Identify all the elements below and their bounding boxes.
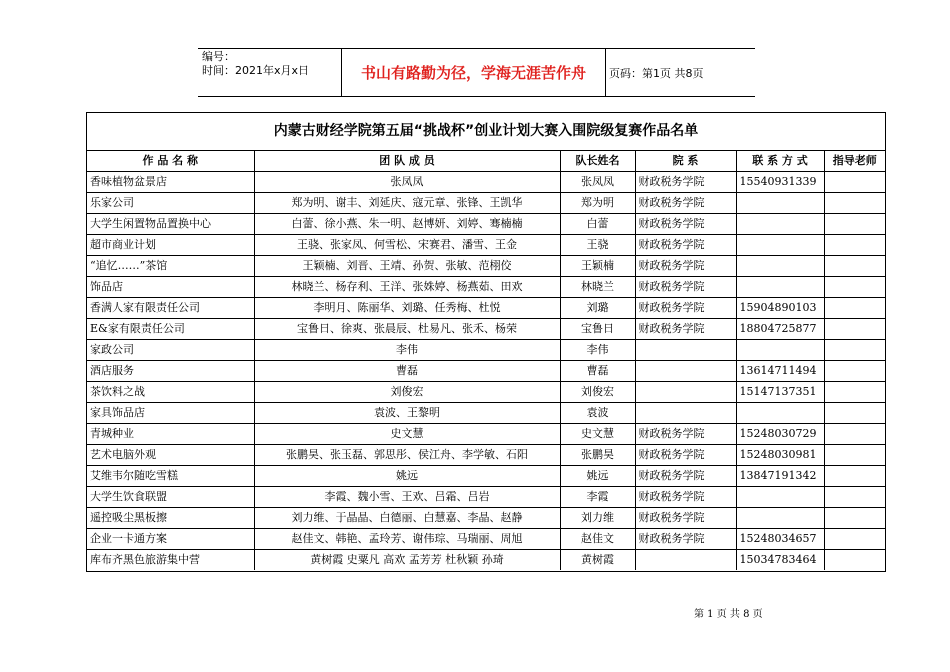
- department-cell: 财政税务学院: [635, 298, 736, 319]
- department-cell: 财政税务学院: [635, 277, 736, 298]
- contact-cell: [736, 508, 824, 529]
- department-cell: 财政税务学院: [635, 466, 736, 487]
- table-header-row: [87, 151, 885, 172]
- team-members-cell: 李霞、魏小雪、王欢、吕霜、吕岩: [254, 487, 560, 508]
- table-row: [87, 361, 885, 382]
- captain-cell: 白蕾: [560, 214, 635, 235]
- captain-cell: 李伟: [560, 340, 635, 361]
- captain-cell: 张鹏昊: [560, 445, 635, 466]
- table-row: [87, 487, 885, 508]
- advisor-cell: [824, 466, 885, 487]
- team-members-cell: 姚远: [254, 466, 560, 487]
- advisor-cell: [824, 529, 885, 550]
- table-row: [87, 445, 885, 466]
- header-motto: 书山有路勤为径，学海无涯苦作舟: [341, 49, 606, 96]
- table-row: [87, 424, 885, 445]
- team-members-cell: 曹磊: [254, 361, 560, 382]
- contact-cell: 13847191342: [736, 466, 824, 487]
- captain-cell: 赵佳文: [560, 529, 635, 550]
- table-row: [87, 382, 885, 403]
- captain-cell: 曹磊: [560, 361, 635, 382]
- work-name-cell: 大学生饮食联盟: [87, 487, 254, 508]
- captain-cell: 张凤凤: [560, 172, 635, 193]
- captain-cell: 宝鲁日: [560, 319, 635, 340]
- contact-cell: 15904890103: [736, 298, 824, 319]
- contact-cell: 15248030729: [736, 424, 824, 445]
- advisor-cell: [824, 487, 885, 508]
- table-row: [87, 466, 885, 487]
- department-cell: [635, 361, 736, 382]
- advisor-cell: [824, 319, 885, 340]
- work-name-cell: 饰品店: [87, 277, 254, 298]
- department-cell: [635, 382, 736, 403]
- work-name-cell: 香味植物盆景店: [87, 172, 254, 193]
- contact-cell: [736, 214, 824, 235]
- work-name-cell: 酒店服务: [87, 361, 254, 382]
- captain-cell: 刘力维: [560, 508, 635, 529]
- captain-cell: 袁波: [560, 403, 635, 424]
- entries-table: [87, 150, 885, 570]
- contact-cell: 15248030981: [736, 445, 824, 466]
- advisor-cell: [824, 403, 885, 424]
- department-cell: 财政税务学院: [635, 445, 736, 466]
- department-cell: 财政税务学院: [635, 256, 736, 277]
- department-cell: 财政税务学院: [635, 529, 736, 550]
- department-cell: 财政税务学院: [635, 214, 736, 235]
- team-members-cell: 刘力维、于晶晶、白德丽、白慧嘉、李晶、赵静: [254, 508, 560, 529]
- work-name-cell: 乐家公司: [87, 193, 254, 214]
- department-cell: 财政税务学院: [635, 235, 736, 256]
- team-members-cell: 袁波、王黎明: [254, 403, 560, 424]
- col-header-captain: 队长姓名: [560, 151, 635, 172]
- advisor-cell: [824, 361, 885, 382]
- department-cell: [635, 550, 736, 571]
- team-members-cell: 李伟: [254, 340, 560, 361]
- team-members-cell: 郑为明、谢丰、刘延庆、寇元章、张锋、王凯华: [254, 193, 560, 214]
- table-row: [87, 550, 885, 571]
- captain-cell: 郑为明: [560, 193, 635, 214]
- contact-cell: [736, 403, 824, 424]
- advisor-cell: [824, 172, 885, 193]
- work-name-cell: 家具饰品店: [87, 403, 254, 424]
- work-name-cell: “追忆……”茶馆: [87, 256, 254, 277]
- advisor-cell: [824, 340, 885, 361]
- col-header-advisor: 指导老师: [824, 151, 885, 172]
- department-cell: 财政税务学院: [635, 487, 736, 508]
- advisor-cell: [824, 550, 885, 571]
- team-members-cell: 王颖楠、刘晋、王靖、孙贺、张敏、范栩佼: [254, 256, 560, 277]
- contact-cell: [736, 277, 824, 298]
- page-footer: 第 1 页 共 8 页: [694, 609, 763, 620]
- col-header-contact: 联 系 方 式: [736, 151, 824, 172]
- work-name-cell: 企业一卡通方案: [87, 529, 254, 550]
- work-name-cell: 青城种业: [87, 424, 254, 445]
- captain-cell: 姚远: [560, 466, 635, 487]
- team-members-cell: 黄树霞 史粟凡 高欢 孟芳芳 杜秋颖 孙琦: [254, 550, 560, 571]
- captain-cell: 王骁: [560, 235, 635, 256]
- department-cell: 财政税务学院: [635, 172, 736, 193]
- contact-cell: [736, 340, 824, 361]
- table-row: [87, 508, 885, 529]
- work-name-cell: 遥控吸尘黑板擦: [87, 508, 254, 529]
- contact-cell: 13614711494: [736, 361, 824, 382]
- advisor-cell: [824, 193, 885, 214]
- contact-cell: 18804725877: [736, 319, 824, 340]
- work-name-cell: 库布齐黑色旅游集中营: [87, 550, 254, 571]
- table-row: [87, 319, 885, 340]
- contact-cell: 15248034657: [736, 529, 824, 550]
- header-time: 时间：2021年x月x日: [202, 64, 310, 77]
- table-row: [87, 298, 885, 319]
- header-page-number: 页码：第1页 共8页: [609, 66, 704, 80]
- captain-cell: 王颖楠: [560, 256, 635, 277]
- work-name-cell: 家政公司: [87, 340, 254, 361]
- col-header-work-name: 作 品 名 称: [87, 151, 254, 172]
- captain-cell: 刘璐: [560, 298, 635, 319]
- contact-cell: [736, 193, 824, 214]
- department-cell: 财政税务学院: [635, 508, 736, 529]
- team-members-cell: 白蕾、徐小燕、朱一明、赵博妍、刘婷、骞楠楠: [254, 214, 560, 235]
- department-cell: 财政税务学院: [635, 424, 736, 445]
- team-members-cell: 林晓兰、杨存利、王洋、张姝婷、杨燕茹、田欢: [254, 277, 560, 298]
- team-members-cell: 李明月、陈丽华、刘璐、任秀梅、杜悦: [254, 298, 560, 319]
- team-members-cell: 张凤凤: [254, 172, 560, 193]
- table-row: [87, 340, 885, 361]
- table-row: [87, 172, 885, 193]
- work-name-cell: 超市商业计划: [87, 235, 254, 256]
- captain-cell: 史文慧: [560, 424, 635, 445]
- page-header: [198, 48, 755, 97]
- document-table-frame: [86, 112, 886, 572]
- table-row: [87, 235, 885, 256]
- header-number: 编号：: [202, 50, 235, 63]
- advisor-cell: [824, 445, 885, 466]
- col-header-department: 院 系: [635, 151, 736, 172]
- team-members-cell: 赵佳文、韩艳、孟玲芳、谢伟琮、马瑞丽、周旭: [254, 529, 560, 550]
- table-row: [87, 214, 885, 235]
- work-name-cell: 茶饮料之战: [87, 382, 254, 403]
- captain-cell: 刘俊宏: [560, 382, 635, 403]
- team-members-cell: 王骁、张家凤、何雪松、宋赛君、潘雪、王金: [254, 235, 560, 256]
- advisor-cell: [824, 424, 885, 445]
- department-cell: [635, 403, 736, 424]
- captain-cell: 李霞: [560, 487, 635, 508]
- team-members-cell: 刘俊宏: [254, 382, 560, 403]
- team-members-cell: 宝鲁日、徐爽、张晨辰、杜易凡、张禾、杨荣: [254, 319, 560, 340]
- department-cell: [635, 340, 736, 361]
- work-name-cell: 艺术电脑外观: [87, 445, 254, 466]
- document-title: 内蒙古财经学院第五届“挑战杯”创业计划大赛入围院级复赛作品名单: [273, 123, 699, 139]
- table-row: [87, 277, 885, 298]
- team-members-cell: 张鹏昊、张玉磊、郭思彤、侯江舟、李学敏、石阳: [254, 445, 560, 466]
- table-row: [87, 403, 885, 424]
- contact-cell: 15034783464: [736, 550, 824, 571]
- advisor-cell: [824, 214, 885, 235]
- contact-cell: 15540931339: [736, 172, 824, 193]
- advisor-cell: [824, 382, 885, 403]
- work-name-cell: 香满人家有限责任公司: [87, 298, 254, 319]
- work-name-cell: E&家有限责任公司: [87, 319, 254, 340]
- advisor-cell: [824, 235, 885, 256]
- advisor-cell: [824, 277, 885, 298]
- work-name-cell: 艾维韦尔随吃雪糕: [87, 466, 254, 487]
- contact-cell: [736, 487, 824, 508]
- work-name-cell: 大学生闲置物品置换中心: [87, 214, 254, 235]
- table-row: [87, 193, 885, 214]
- captain-cell: 林晓兰: [560, 277, 635, 298]
- team-members-cell: 史文慧: [254, 424, 560, 445]
- department-cell: 财政税务学院: [635, 319, 736, 340]
- col-header-team-members: 团 队 成 员: [254, 151, 560, 172]
- contact-cell: [736, 256, 824, 277]
- department-cell: 财政税务学院: [635, 193, 736, 214]
- advisor-cell: [824, 298, 885, 319]
- advisor-cell: [824, 256, 885, 277]
- contact-cell: [736, 235, 824, 256]
- table-row: [87, 256, 885, 277]
- advisor-cell: [824, 508, 885, 529]
- header-meta: [202, 50, 309, 78]
- table-row: [87, 529, 885, 550]
- contact-cell: 15147137351: [736, 382, 824, 403]
- captain-cell: 黄树霞: [560, 550, 635, 571]
